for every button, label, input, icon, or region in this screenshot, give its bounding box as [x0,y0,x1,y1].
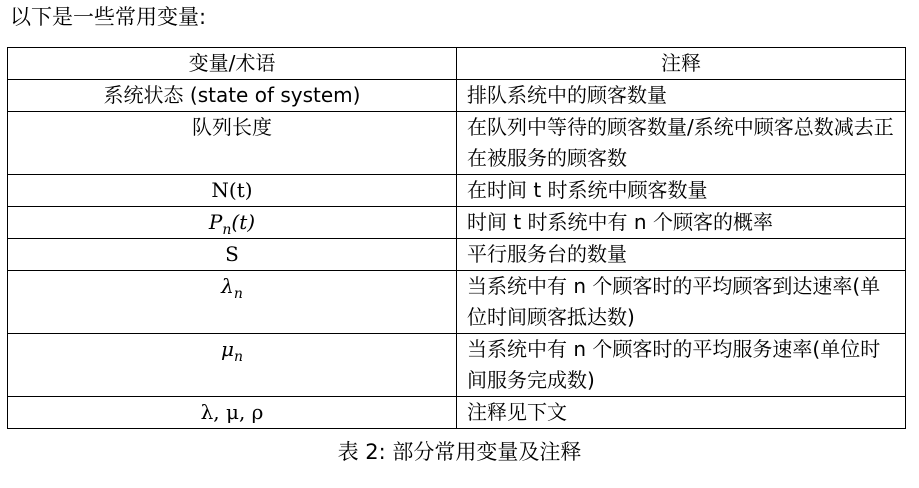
note-cell: 在时间 t 时系统中顾客数量 [457,175,906,207]
header-term: 变量/术语 [8,48,457,80]
note-cell: 平行服务台的数量 [457,239,906,271]
term-cell [8,271,457,334]
variables-table [7,47,906,429]
intro-text: 以下是一些常用变量: [10,5,207,29]
table-row [8,80,906,112]
term-cell: λ, μ, ρ [8,397,457,429]
table-header-row [8,48,906,80]
term-subscript: n [222,221,232,238]
table-row [8,271,906,334]
table-row [8,397,906,429]
term-base: P [208,210,223,234]
note-cell: 排队系统中的顾客数量 [457,80,906,112]
table-row [8,112,906,175]
header-note: 注释 [457,48,906,80]
table-row [8,207,906,239]
term-base: λ [221,274,234,298]
term-cell [8,207,457,239]
term-cell: 系统状态 (state of system) [8,80,457,112]
table-row [8,334,906,397]
table-caption: 表 2: 部分常用变量及注释 [337,440,582,464]
term-suffix: (t) [231,210,256,234]
note-cell: 注释见下文 [457,397,906,429]
term-base: μ [220,337,234,361]
term-cell: S [8,239,457,271]
note-cell: 在队列中等待的顾客数量/系统中顾客总数减去正在被服务的顾客数 [457,112,906,175]
note-cell: 当系统中有 n 个顾客时的平均服务速率(单位时间服务完成数) [457,334,906,397]
term-subscript: n [233,285,243,302]
table-row [8,175,906,207]
note-cell: 时间 t 时系统中有 n 个顾客的概率 [457,207,906,239]
table-row [8,239,906,271]
term-subscript: n [233,348,244,365]
term-cell [8,334,457,397]
term-cell: 队列长度 [8,112,457,175]
note-cell: 当系统中有 n 个顾客时的平均顾客到达速率(单位时间顾客抵达数) [457,271,906,334]
term-cell: N(t) [8,175,457,207]
